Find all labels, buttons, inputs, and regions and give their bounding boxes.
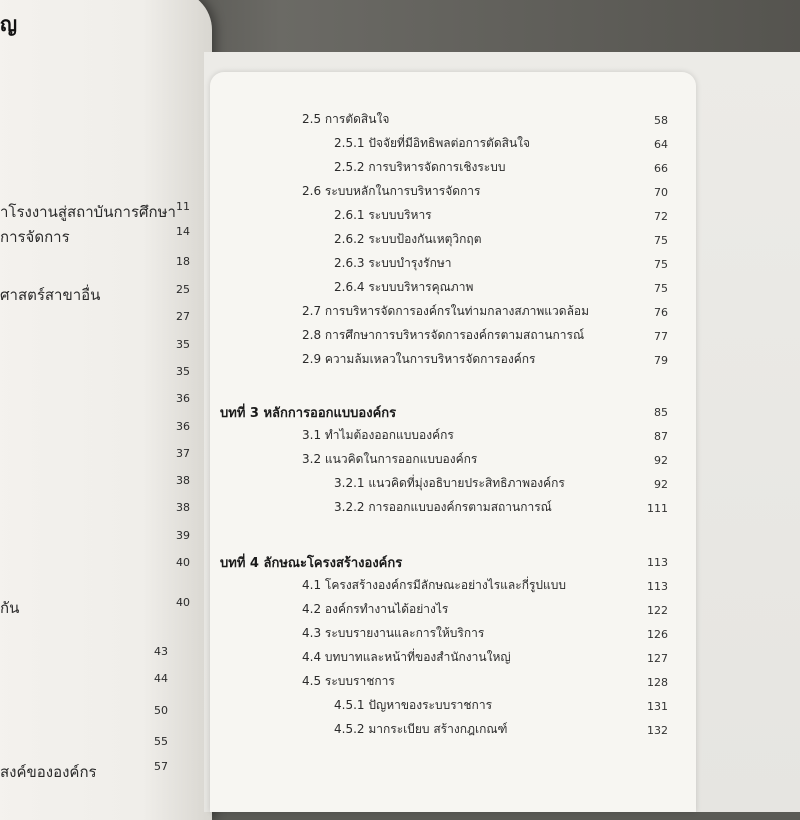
toc-row <box>210 426 696 448</box>
left-toc-page-number: 57 <box>154 760 168 773</box>
toc-page-number: 58 <box>654 114 668 127</box>
toc-row <box>210 576 696 598</box>
left-book-page <box>0 0 212 820</box>
toc-entry-text: บทที่ 4 ลักษณะโครงสร้างองค์กร <box>220 556 403 571</box>
toc-page-number: 85 <box>654 406 668 419</box>
toc-entry-text: 2.9 ความล้มเหลวในการบริหารจัดการองค์กร <box>302 352 536 366</box>
left-toc-page-number: 18 <box>176 255 190 268</box>
toc-page-number: 79 <box>654 354 668 367</box>
toc-page-number: 64 <box>654 138 668 151</box>
toc-row <box>210 182 696 204</box>
toc-page-number: 75 <box>654 258 668 271</box>
toc-row <box>210 302 696 324</box>
toc-entry-text: 2.5 การตัดสินใจ <box>302 112 390 126</box>
toc-row <box>210 498 696 520</box>
left-toc-page-number: 40 <box>176 556 190 569</box>
toc-page-number: 92 <box>654 478 668 491</box>
toc-row <box>210 206 696 228</box>
toc-row <box>210 278 696 300</box>
toc-page-number: 111 <box>647 502 668 515</box>
toc-row <box>210 350 696 372</box>
toc-entry-text: 2.6 ระบบหลักในการบริหารจัดการ <box>302 184 481 198</box>
toc-entry-text: 2.7 การบริหารจัดการองค์กรในท่ามกลางสภาพแวดล้อม <box>302 304 590 318</box>
toc-entry-text: 4.1 โครงสร้างองค์กรมีลักษณะอย่างไรและกี่รูปแบบ <box>302 578 567 592</box>
left-toc-text: การจัดการ <box>0 228 70 246</box>
left-toc-page-number: 36 <box>176 420 190 433</box>
toc-entry-text: 2.8 การศึกษาการบริหารจัดการองค์กรตามสถานการณ์ <box>302 328 585 342</box>
left-toc-page-number: 38 <box>176 474 190 487</box>
toc-page-number: 122 <box>647 604 668 617</box>
toc-row <box>210 254 696 276</box>
corner-mark: ญ <box>0 12 18 36</box>
toc-entry-text: 4.5 ระบบราชการ <box>302 674 395 688</box>
left-toc-text: ศาสตร์สาขาอื่น <box>0 286 101 304</box>
toc-entry-text: 2.6.3 ระบบบำรุงรักษา <box>334 256 452 270</box>
toc-entry-text: 2.5.2 การบริหารจัดการเชิงระบบ <box>334 160 506 174</box>
toc-row <box>210 648 696 670</box>
toc-page-number: 66 <box>654 162 668 175</box>
left-toc-page-number: 27 <box>176 310 190 323</box>
toc-entry-text: 4.4 บทบาทและหน้าที่ของสำนักงานใหญ่ <box>302 650 511 664</box>
toc-page-number: 113 <box>647 580 668 593</box>
toc-row <box>210 134 696 156</box>
toc-page-number: 132 <box>647 724 668 737</box>
toc-page-number: 113 <box>647 556 668 569</box>
toc-page-number: 70 <box>654 186 668 199</box>
left-toc-page-number: 40 <box>176 596 190 609</box>
left-toc-page-number: 25 <box>176 283 190 296</box>
left-toc-page-number: 11 <box>176 200 190 213</box>
toc-page-number: 72 <box>654 210 668 223</box>
left-toc-page-number: 36 <box>176 392 190 405</box>
left-toc-page-number: 14 <box>176 225 190 238</box>
toc-row <box>210 158 696 180</box>
left-toc-page-number: 43 <box>154 645 168 658</box>
toc-row <box>210 110 696 132</box>
toc-page-number: 127 <box>647 652 668 665</box>
toc-entry-text: 2.6.2 ระบบป้องกันเหตุวิกฤต <box>334 232 482 246</box>
toc-page-number: 126 <box>647 628 668 641</box>
toc-row <box>210 600 696 622</box>
toc-page-number: 75 <box>654 282 668 295</box>
toc-entry-text: 4.3 ระบบรายงานและการให้บริการ <box>302 626 485 640</box>
left-toc-text: กัน <box>0 599 20 617</box>
toc-entry-text: 4.5.1 ปัญหาของระบบราชการ <box>334 698 493 712</box>
chapter-heading-row <box>210 552 696 574</box>
left-toc-page-number: 39 <box>176 529 190 542</box>
toc-entry-text: 2.6.4 ระบบบริหารคุณภาพ <box>334 280 474 294</box>
toc-row <box>210 672 696 694</box>
toc-card <box>210 72 696 812</box>
left-toc-text: สงค์ขององค์กร <box>0 763 97 781</box>
toc-entry-text: 3.2 แนวคิดในการออกแบบองค์กร <box>302 452 478 466</box>
left-toc-page-number: 55 <box>154 735 168 748</box>
toc-page-number: 76 <box>654 306 668 319</box>
toc-page-number: 92 <box>654 454 668 467</box>
toc-row <box>210 720 696 742</box>
toc-entry-text: 2.6.1 ระบบบริหาร <box>334 208 432 222</box>
toc-entry-text: 3.2.2 การออกแบบองค์กรตามสถานการณ์ <box>334 500 552 514</box>
toc-entry-text: 3.2.1 แนวคิดที่มุ่งอธิบายประสิทธิภาพองค์กร <box>334 476 565 490</box>
chapter-heading-row <box>210 402 696 424</box>
left-toc-page-number: 50 <box>154 704 168 717</box>
toc-row <box>210 326 696 348</box>
toc-row <box>210 474 696 496</box>
left-toc-page-number: 44 <box>154 672 168 685</box>
toc-page-number: 87 <box>654 430 668 443</box>
toc-entry-text: 3.1 ทำไมต้องออกแบบองค์กร <box>302 428 454 442</box>
toc-page-number: 128 <box>647 676 668 689</box>
toc-entry-text: บทที่ 3 หลักการออกแบบองค์กร <box>220 406 397 421</box>
toc-row <box>210 696 696 718</box>
left-toc-page-number: 38 <box>176 501 190 514</box>
toc-entry-text: 4.2 องค์กรทำงานได้อย่างไร <box>302 602 449 616</box>
left-toc-page-number: 37 <box>176 447 190 460</box>
toc-entry-text: 4.5.2 มากระเบียบ สร้างกฎเกณฑ์ <box>334 722 508 736</box>
toc-row <box>210 624 696 646</box>
toc-row <box>210 450 696 472</box>
left-toc-page-number: 35 <box>176 338 190 351</box>
toc-page-number: 131 <box>647 700 668 713</box>
toc-page-number: 77 <box>654 330 668 343</box>
toc-row <box>210 230 696 252</box>
toc-page-number: 75 <box>654 234 668 247</box>
toc-entry-text: 2.5.1 ปัจจัยที่มีอิทธิพลต่อการตัดสินใจ <box>334 136 531 150</box>
left-toc-page-number: 35 <box>176 365 190 378</box>
left-toc-text: าโรงงานสู่สถาบันการศึกษา <box>0 203 176 221</box>
